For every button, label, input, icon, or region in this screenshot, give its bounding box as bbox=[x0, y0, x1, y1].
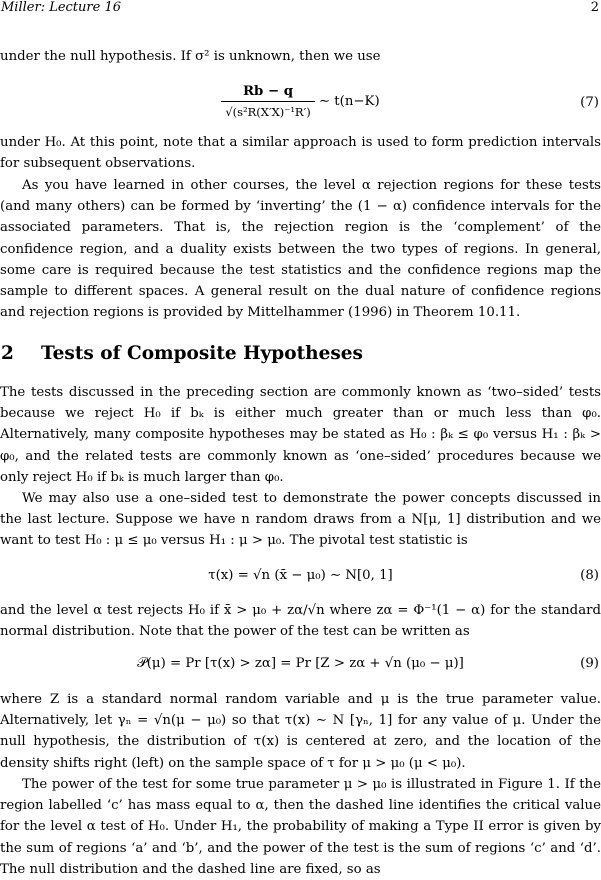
paragraph-2: under H₀. At this point, note that a similar approach is used to form prediction intervals for subsequent observations. bbox=[0, 135, 601, 172]
paragraph-7: where Z is a standard normal random variable and μ is the true parameter value. Alternatively, let γₙ = √n(μ − μ₀) so that τ(x) ∼ N [γₙ, 1] for any value of μ. Under the null hypothesis, the distribution of τ(x) is centered at zero, and the location of the density shifts right (left) on the sample space of τ for μ > μ₀ (μ < μ₀). bbox=[0, 692, 601, 771]
paragraph-1: under the null hypothesis. If σ² is unknown, then we use bbox=[0, 49, 381, 64]
equation-8 bbox=[0, 568, 601, 588]
paragraph-3: As you have learned in other courses, the level α rejection regions for these tests (and many others) can be formed by ‘inverting’ the (1 − α) confidence intervals for the associated parameters. That is, the rejection region is the ‘complement’ of the confidence region, and a duality exists between the two types of regions. In general, some care is required because the test statistics and the confidence regions map the sample to different spaces. A general result on the dual nature of confidence regions and rejection regions is provided by Mittelhammer (1996) in Theorem 10.11. bbox=[0, 178, 601, 321]
section-title: Tests of Composite Hypotheses bbox=[41, 343, 363, 364]
eq8-body: τ(x) = √n (x̄ − μ₀) ∼ N[0, 1] bbox=[208, 568, 393, 583]
running-header bbox=[0, 0, 601, 16]
eq7-rhs: ∼ t(n−K) bbox=[318, 94, 380, 109]
section-heading bbox=[1, 343, 363, 364]
equation-7 bbox=[0, 82, 601, 130]
paragraph-5: We may also use a one–sided test to demonstrate the power concepts discussed in the last lecture. Suppose we have n random draws from a N[μ, 1] distribution and we want to test H₀ : μ ≤ μ₀ versus H₁ : μ > μ₀. The pivotal test statistic is bbox=[0, 491, 601, 549]
eq7-number: (7) bbox=[580, 95, 599, 110]
eq7-fraction bbox=[221, 84, 314, 119]
eq7-denominator: √(s²R(X′X)⁻¹R′) bbox=[221, 101, 314, 119]
eq9-number: (9) bbox=[580, 656, 599, 671]
page-number: 2 bbox=[590, 0, 599, 15]
paragraph-4: The tests discussed in the preceding section are commonly known as ‘two–sided’ tests because we reject H₀ if bₖ is either much greater than or much less than φ₀. Alternatively, many composite hypotheses may be stated as H₀ : βₖ ≤ φ₀ versus H₁ : βₖ > φ₀, and the related tests are commonly known as ‘one–sided’ procedures because we only reject H₀ if bₖ is much larger than φ₀. bbox=[0, 385, 601, 485]
eq9-body: 𝒫(μ) = Pr [τ(x) > zα] = Pr [Z > zα + √n (μ₀ − μ)] bbox=[137, 656, 464, 671]
section-number: 2 bbox=[1, 343, 14, 364]
eq7-numerator: Rb − q bbox=[242, 84, 294, 99]
paragraph-6: and the level α test rejects H₀ if x̄ > μ₀ + zα/√n where zα = Φ⁻¹(1 − α) for the standard normal distribution. Note that the power of the test can be written as bbox=[0, 603, 601, 640]
paragraph-8: The power of the test for some true parameter μ > μ₀ is illustrated in Figure 1. If the region labelled ‘c’ has mass equal to α, then the dashed line identifies the critical value for the level α test of H₀. Under H₁, the probability of making a Type II error is given by the sum of regions ‘a’ and ‘b’, and the power of the test is the sum of regions ‘c’ and ‘d’. The null distribution and the dashed line are fixed, so as bbox=[0, 777, 601, 877]
eq8-number: (8) bbox=[580, 568, 599, 583]
header-title: Miller: Lecture 16 bbox=[1, 0, 121, 15]
equation-9 bbox=[0, 656, 601, 676]
